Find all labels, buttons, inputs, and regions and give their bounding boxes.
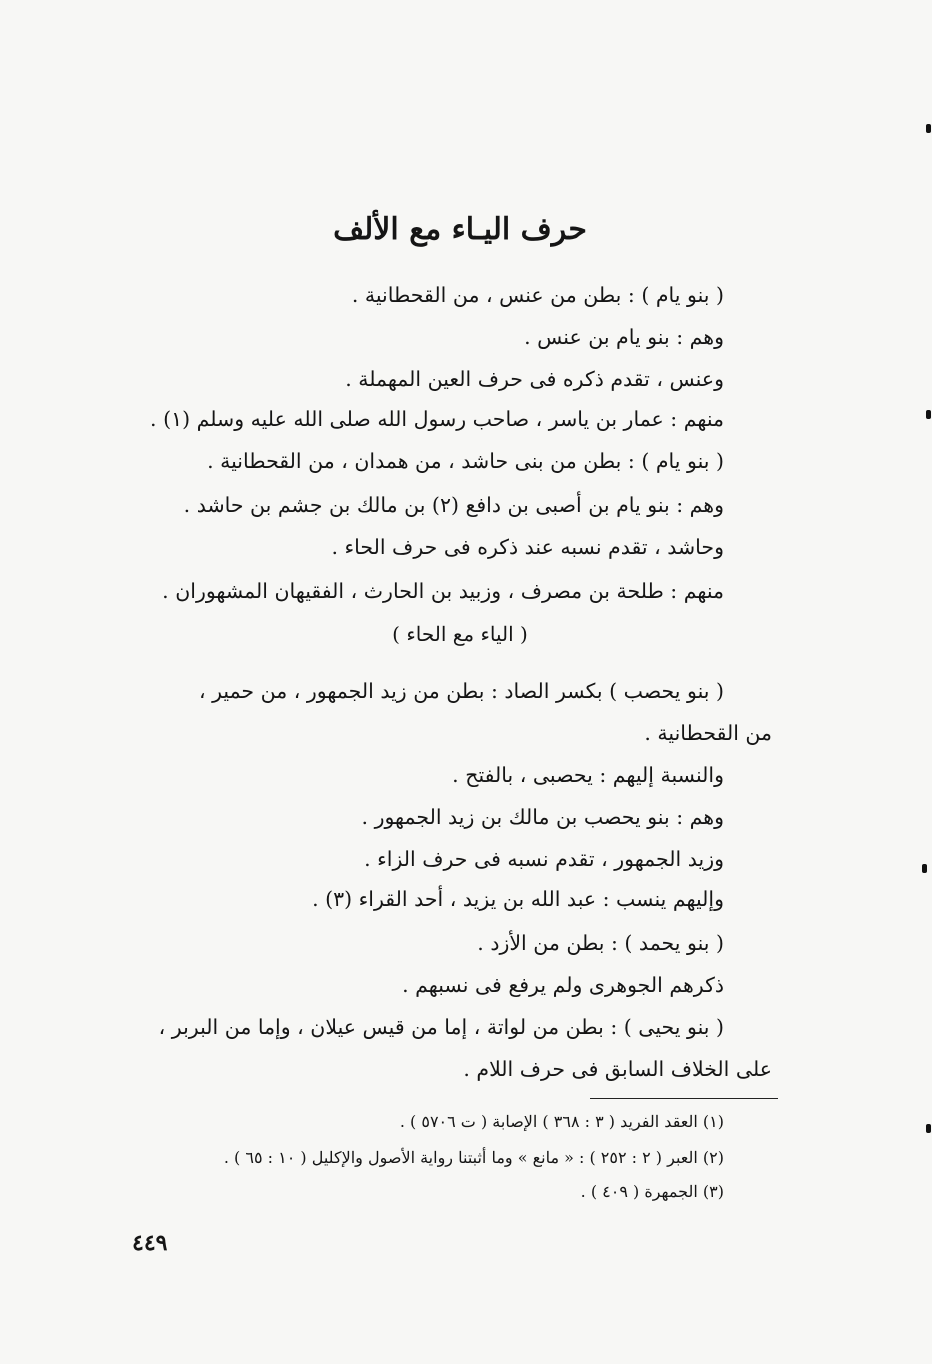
footnote: (١) العقد الفريد ( ٣ : ٣٦٨ ) الإصابة ( ت ٥٧٠٦ ) . — [399, 1112, 724, 1131]
text-line: وعنس ، تقدم ذكره فى حرف العين المهملة . — [345, 367, 724, 391]
text-line: وحاشد ، تقدم نسبه عند ذكره فى حرف الحاء . — [331, 535, 724, 559]
text-line: ( بنو يام ) : بطن من عنس ، من القحطانية . — [351, 283, 724, 307]
text-line: من القحطانية . — [644, 721, 772, 745]
footnote: (٣) الجمهرة ( ٤٠٩ ) . — [580, 1182, 724, 1201]
footnote-separator — [590, 1098, 778, 1099]
margin-mark — [926, 410, 931, 419]
margin-mark — [922, 864, 927, 873]
text-line: ( بنو يحصب ) بكسر الصاد : بطن من زيد الجمهور ، من حمير ، — [198, 679, 724, 703]
section-subheading: ( الياء مع الحاء ) — [392, 622, 528, 646]
page-number: ٤٤٩ — [132, 1230, 168, 1256]
text-line: والنسبة إليهم : يحصبى ، بالفتح . — [452, 763, 724, 787]
text-line: وهم : بنو يام بن أصبى بن دافع (٢) بن مالك بن جشم بن حاشد . — [183, 493, 724, 517]
margin-mark — [926, 1124, 931, 1133]
text-line: وهم : بنو يحصب بن مالك بن زيد الجمهور . — [361, 805, 724, 829]
text-line: ( بنو يحيى ) : بطن من لواتة ، إما من قيس عيلان ، وإما من البربر ، — [158, 1015, 724, 1039]
text-line: وهم : بنو يام بن عنس . — [524, 325, 724, 349]
text-line: وإليهم ينسب : عبد الله بن يزيد ، أحد القراء (٣) . — [312, 887, 724, 911]
margin-mark — [926, 124, 931, 133]
page-heading: حرف اليـاء مع الألف — [333, 212, 587, 247]
text-line: على الخلاف السابق فى حرف اللام . — [463, 1057, 772, 1081]
text-line: ( بنو يام ) : بطن من بنى حاشد ، من همدان ، من القحطانية . — [207, 449, 724, 473]
text-line: ( بنو يحمد ) : بطن من الأزد . — [477, 931, 724, 955]
text-line: ذكرهم الجوهرى ولم يرفع فى نسبهم . — [402, 973, 724, 997]
text-line: وزيد الجمهور ، تقدم نسبه فى حرف الزاء . — [364, 847, 724, 871]
footnote: (٢) العبر ( ٢ : ٢٥٢ ) : « مانع » وما أثبتنا رواية الأصول والإكليل ( ١٠ : ٦٥ ) . — [223, 1148, 724, 1167]
text-line: منهم : طلحة بن مصرف ، وزبيد بن الحارث ، الفقيهان المشهوران . — [162, 579, 724, 603]
text-line: منهم : عمار بن ياسر ، صاحب رسول الله صلى الله عليه وسلم (١) . — [150, 407, 724, 431]
